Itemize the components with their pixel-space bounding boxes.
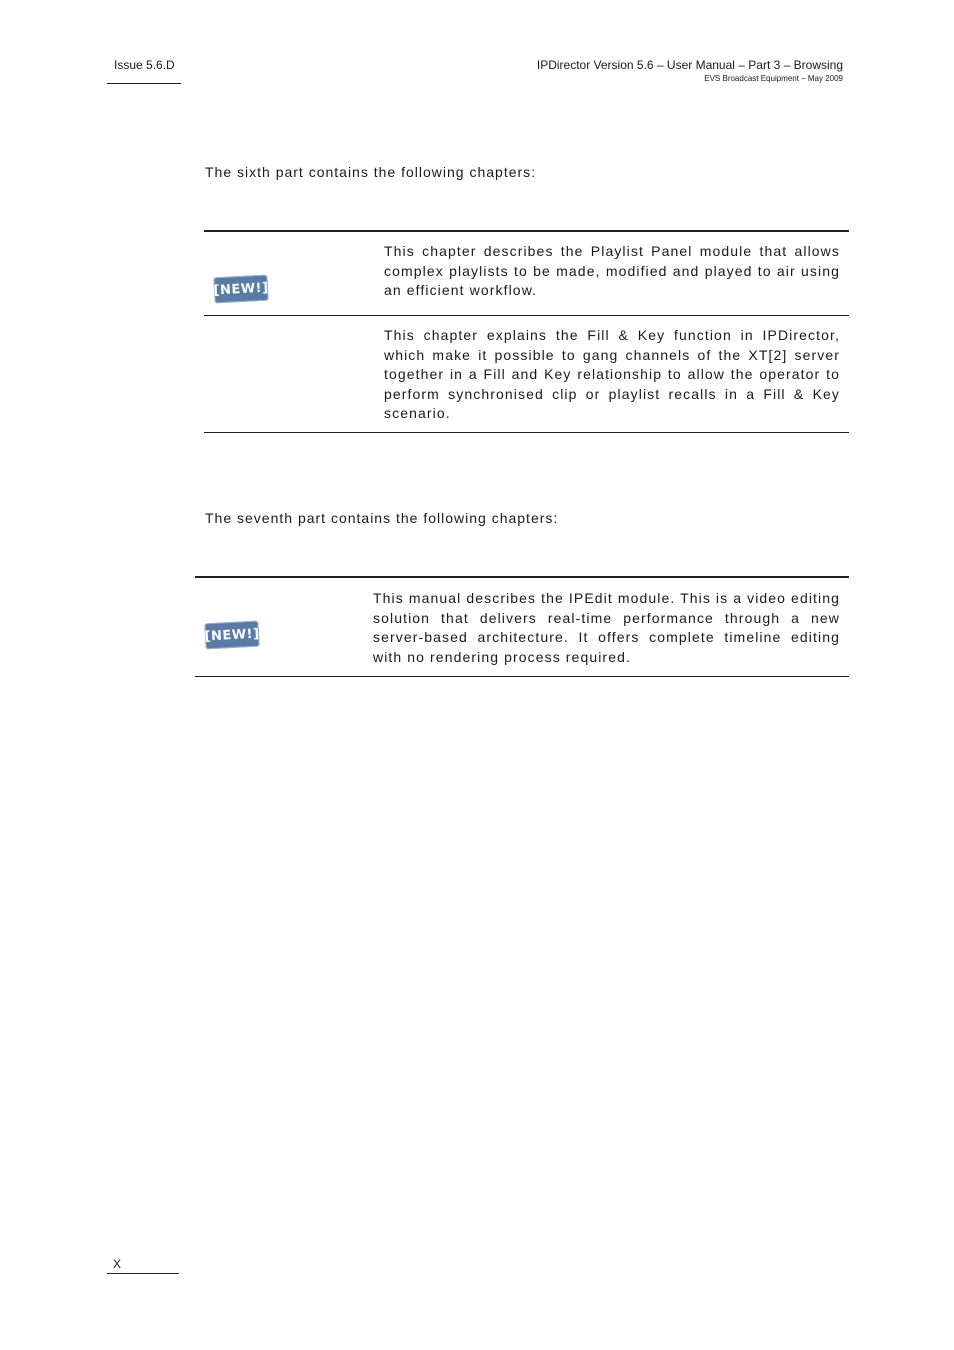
chapter-description: This chapter describes the Playlist Panel module that allows complex playlists to be made, modified and played to air using an efficient workflow. bbox=[384, 243, 840, 298]
document-subtitle: EVS Broadcast Equipment – May 2009 bbox=[704, 74, 843, 83]
part6-intro: The sixth part contains the following chapters: bbox=[205, 164, 537, 180]
issue-label: Issue 5.6.D bbox=[114, 58, 175, 72]
document-header bbox=[537, 58, 843, 83]
footer-divider bbox=[107, 1273, 179, 1274]
part7-intro: The seventh part contains the following chapters: bbox=[205, 510, 559, 526]
part7-chapter-table bbox=[195, 576, 849, 677]
part6-chapter-table bbox=[204, 230, 849, 433]
chapter-description: This manual describes the IPEdit module. This is a video editing solution that delivers real-time performance through a new server-based architecture. It offers complete timeline editing with no rendering process required. bbox=[373, 590, 841, 665]
header-divider bbox=[107, 83, 181, 84]
chapter-row-ipedit bbox=[195, 578, 849, 677]
chapter-description: This chapter explains the Fill & Key function in IPDirector, which make it possible to gang channels of the XT[2] server together in a Fill and Key relationship to allow the operator to perform synchronised clip or playlist recalls in a Fill & Key scenario. bbox=[384, 327, 840, 421]
chapter-row-playlist-panel bbox=[204, 232, 849, 316]
new-badge-icon: [NEW!] bbox=[213, 275, 268, 304]
new-badge-icon: [NEW!] bbox=[204, 621, 259, 650]
page-number: X bbox=[113, 1257, 122, 1271]
document-title: IPDirector Version 5.6 – User Manual – Part 3 – Browsing bbox=[536, 58, 843, 72]
chapter-row-fill-and-key bbox=[204, 316, 849, 433]
